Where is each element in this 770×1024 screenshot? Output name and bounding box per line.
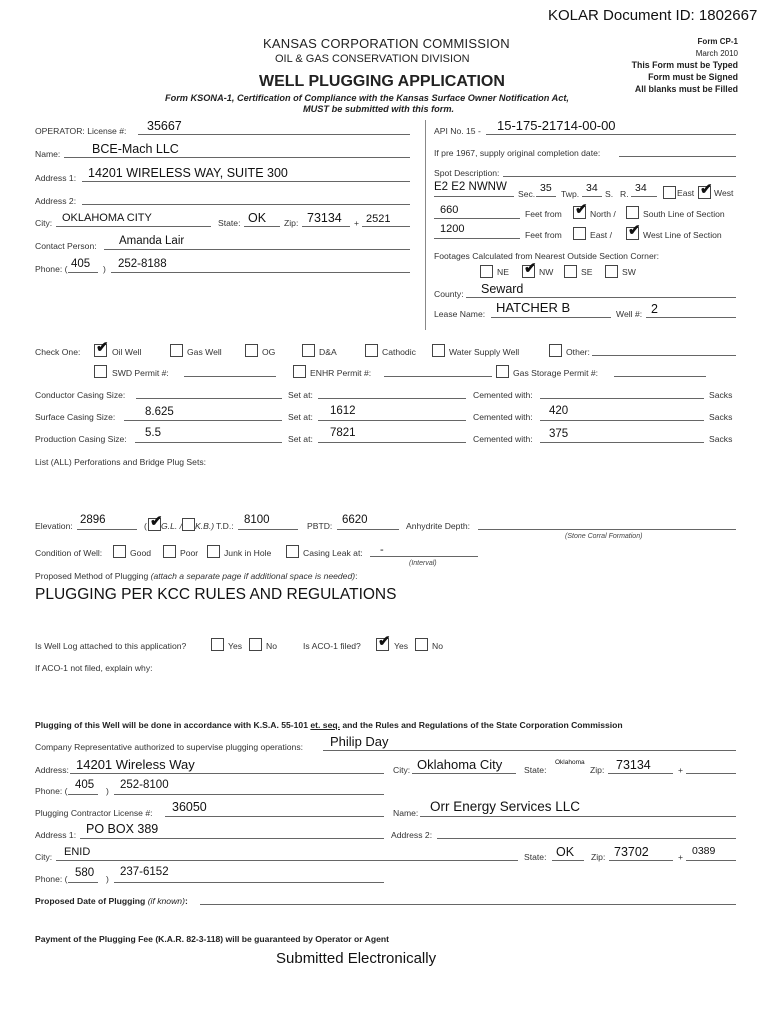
kb-label: K.B.) bbox=[195, 521, 215, 531]
blanks-note: All blanks must be Filled bbox=[634, 84, 738, 94]
form-subtitle-1: Form KSONA-1, Certification of Compliance with the Kansas Surface Owner Notification Act, bbox=[165, 93, 569, 103]
plugging-statement-part1: Plugging of this Well will be done in accordance with K.S.A. 55-101 bbox=[35, 720, 311, 730]
conductor-set-line bbox=[318, 398, 466, 399]
og-label: OG bbox=[262, 347, 276, 357]
division-name: OIL & GAS CONSERVATION DIVISION bbox=[275, 53, 470, 65]
spot-label: Spot Description: bbox=[434, 168, 500, 178]
cathodic-label: Cathodic bbox=[382, 347, 416, 357]
twp-label: Twp. bbox=[561, 189, 580, 199]
surface-set-label: Set at: bbox=[288, 412, 313, 422]
api-line bbox=[486, 134, 736, 135]
se-label: SE bbox=[581, 267, 593, 277]
name-line bbox=[64, 157, 410, 158]
surface-cement-value: 420 bbox=[549, 405, 569, 417]
payment-statement: Payment of the Plugging Fee (K.A.R. 82-3-118) will be guaranteed by Operator or Agent bbox=[35, 934, 389, 944]
ns-feet-line bbox=[434, 218, 520, 219]
zip4-line bbox=[362, 226, 410, 227]
contractor-name-value: Orr Energy Services LLC bbox=[430, 799, 581, 814]
condition-label: Condition of Well: bbox=[35, 548, 103, 558]
operator-license-line bbox=[138, 134, 410, 135]
conductor-label: Conductor Casing Size: bbox=[35, 390, 126, 400]
plugging-method-value: PLUGGING PER KCC RULES AND REGULATIONS bbox=[35, 586, 397, 603]
spot-value: E2 E2 NWNW bbox=[434, 181, 507, 193]
phone-area-line bbox=[68, 272, 98, 273]
contractor-license-line bbox=[165, 816, 384, 817]
surface-cement-label: Cemented with: bbox=[473, 412, 533, 422]
state-line bbox=[244, 226, 280, 227]
junk-checkbox[interactable] bbox=[207, 545, 220, 558]
east-checkbox[interactable] bbox=[663, 186, 676, 199]
contractor-city-label: City: bbox=[35, 852, 53, 862]
well-no-value: 2 bbox=[651, 302, 658, 316]
junk-label: Junk in Hole bbox=[224, 548, 272, 558]
water-supply-checkbox[interactable] bbox=[432, 344, 445, 357]
r-value: 34 bbox=[635, 182, 647, 194]
city-label: City: bbox=[35, 218, 53, 228]
leak-line bbox=[370, 556, 478, 557]
west-label: West bbox=[714, 188, 734, 198]
nw-check-icon: ✔ bbox=[524, 260, 537, 277]
elevation-value: 2896 bbox=[80, 514, 106, 526]
rep-phone-area-line bbox=[68, 794, 98, 795]
rep-city-label: City: bbox=[393, 765, 411, 775]
production-cement-value: 375 bbox=[549, 428, 569, 440]
elevation-line bbox=[77, 529, 137, 530]
north-check-icon: ✔ bbox=[575, 201, 588, 218]
leak-checkbox[interactable] bbox=[286, 545, 299, 558]
pbtd-line bbox=[337, 529, 399, 530]
attach-note: (attach a separate page if additional space is needed) bbox=[150, 571, 356, 581]
conductor-line bbox=[136, 398, 282, 399]
phone-line bbox=[111, 272, 410, 273]
rep-zip4-line bbox=[686, 773, 736, 774]
ne-label: NE bbox=[497, 267, 509, 277]
contractor-name-label: Name: bbox=[393, 808, 419, 818]
rep-zip-line bbox=[608, 773, 673, 774]
well-log-no-checkbox[interactable] bbox=[249, 638, 262, 651]
rep-state-value: Oklahoma bbox=[555, 759, 585, 766]
production-set-value: 7821 bbox=[330, 427, 356, 439]
east2-checkbox[interactable] bbox=[573, 227, 586, 240]
contractor-state-label: State: bbox=[524, 852, 547, 862]
pbtd-label: PBTD: bbox=[307, 521, 333, 531]
proposed-date-text: Proposed Date of Plugging bbox=[35, 896, 146, 906]
company-rep-label: Company Representative authorized to supervise plugging operations: bbox=[35, 742, 304, 752]
api-value: 15-175-21714-00-00 bbox=[497, 118, 616, 133]
gas-storage-permit-line bbox=[614, 376, 706, 377]
rep-state-label: State: bbox=[524, 765, 547, 775]
name-label: Name: bbox=[35, 149, 61, 159]
contractor-address1-label: Address 1: bbox=[35, 830, 77, 840]
other-label: Other: bbox=[566, 347, 590, 357]
proposed-date-label bbox=[35, 897, 188, 906]
lease-line bbox=[491, 317, 611, 318]
td-value: 8100 bbox=[244, 514, 270, 526]
anhydrite-line bbox=[478, 529, 736, 530]
r-line bbox=[631, 196, 657, 197]
da-checkbox[interactable] bbox=[302, 344, 315, 357]
leak-label: Casing Leak at: bbox=[303, 548, 363, 558]
phone-paren: ) bbox=[103, 264, 106, 274]
agency-name: KANSAS CORPORATION COMMISSION bbox=[263, 36, 510, 51]
rep-phone-line bbox=[114, 794, 384, 795]
pbtd-value: 6620 bbox=[342, 514, 368, 526]
elevation-paren: ( bbox=[144, 521, 147, 531]
rep-phone-value: 252-8100 bbox=[120, 779, 169, 791]
aco1-explain-label: If ACO-1 not filed, explain why: bbox=[35, 663, 153, 673]
production-sacks-label: Sacks bbox=[709, 434, 733, 444]
rep-address-label: Address: bbox=[35, 765, 69, 775]
enhr-label: ENHR Permit #: bbox=[310, 368, 372, 378]
oil-well-check-icon: ✔ bbox=[96, 339, 109, 356]
da-label: D&A bbox=[319, 347, 337, 357]
if-known-note: (if known) bbox=[147, 896, 185, 906]
se-checkbox[interactable] bbox=[564, 265, 577, 278]
api-label: API No. 15 - bbox=[434, 126, 481, 136]
east-label: East bbox=[677, 188, 695, 198]
south-line-label: South Line of Section bbox=[643, 209, 725, 219]
stone-corral-note: (Stone Corral Formation) bbox=[565, 533, 643, 540]
twp-line bbox=[582, 196, 602, 197]
typed-note: This Form must be Typed bbox=[631, 60, 738, 70]
swd-permit-line bbox=[184, 376, 276, 377]
address2-line bbox=[82, 204, 410, 205]
east2-label: East / bbox=[590, 230, 612, 240]
water-supply-label: Water Supply Well bbox=[449, 347, 520, 357]
proposed-date-colon: : bbox=[184, 896, 188, 906]
elevation-label: Elevation: bbox=[35, 521, 73, 531]
contact-label: Contact Person: bbox=[35, 241, 97, 251]
phone-label: Phone: ( bbox=[35, 264, 68, 274]
contractor-state-value: OK bbox=[556, 845, 575, 859]
rep-city-line bbox=[412, 773, 516, 774]
spot-line bbox=[503, 176, 736, 177]
well-no-label: Well #: bbox=[616, 309, 643, 319]
city-line bbox=[56, 226, 211, 227]
contractor-license-value: 36050 bbox=[172, 800, 207, 814]
column-divider bbox=[425, 120, 426, 330]
well-log-yes-label: Yes bbox=[228, 641, 243, 651]
rep-phone-area-value: 405 bbox=[75, 779, 95, 791]
gl-label: G.L. / bbox=[161, 521, 183, 531]
contractor-address2-label: Address 2: bbox=[391, 830, 433, 840]
rep-zip-label: Zip: bbox=[590, 765, 605, 775]
production-cement-line bbox=[540, 442, 704, 443]
conductor-cement-line bbox=[540, 398, 704, 399]
phone-value: 252-8188 bbox=[118, 258, 167, 270]
operator-license-value: 35667 bbox=[147, 119, 182, 133]
form-subtitle-2: MUST be submitted with this form. bbox=[303, 104, 455, 114]
aco1-yes-check-icon: ✔ bbox=[378, 633, 391, 650]
td-line bbox=[238, 529, 298, 530]
operator-license-label: OPERATOR: License #: bbox=[35, 126, 127, 136]
zip-line bbox=[302, 226, 350, 227]
surface-sacks-label: Sacks bbox=[709, 412, 733, 422]
contractor-phone-area-value: 580 bbox=[75, 867, 95, 879]
rep-address-value: 14201 Wireless Way bbox=[76, 757, 195, 772]
leak-dash-value: - bbox=[380, 544, 384, 556]
county-label: County: bbox=[434, 289, 464, 299]
contractor-phone-value: 237-6152 bbox=[120, 866, 169, 878]
swd-checkbox[interactable] bbox=[94, 365, 107, 378]
sec-label: Sec. bbox=[518, 189, 536, 199]
proposed-method-colon: : bbox=[355, 571, 358, 581]
address2-label: Address 2: bbox=[35, 196, 77, 206]
proposed-date-line bbox=[200, 904, 736, 905]
proposed-method-text: Proposed Method of Plugging bbox=[35, 571, 149, 581]
contractor-zip-plus: + bbox=[678, 852, 684, 862]
conductor-set-label: Set at: bbox=[288, 390, 313, 400]
city-value: OKLAHOMA CITY bbox=[62, 212, 152, 224]
well-log-no-label: No bbox=[266, 641, 277, 651]
aco1-label: Is ACO-1 filed? bbox=[303, 641, 361, 651]
poor-checkbox[interactable] bbox=[163, 545, 176, 558]
contractor-name-line bbox=[420, 816, 736, 817]
surface-set-line bbox=[318, 420, 466, 421]
surface-label: Surface Casing Size: bbox=[35, 412, 116, 422]
company-rep-value: Philip Day bbox=[330, 734, 389, 749]
phone-area-value: 405 bbox=[71, 258, 91, 270]
surface-line bbox=[124, 420, 282, 421]
spot-value-line bbox=[434, 196, 514, 197]
aco1-no-checkbox[interactable] bbox=[415, 638, 428, 651]
well-no-line bbox=[646, 317, 736, 318]
swd-label: SWD Permit #: bbox=[112, 368, 169, 378]
other-line bbox=[592, 355, 736, 356]
kb-checkbox[interactable] bbox=[182, 518, 195, 531]
west2-check-icon: ✔ bbox=[628, 222, 641, 239]
gas-storage-checkbox[interactable] bbox=[496, 365, 509, 378]
contact-value: Amanda Lair bbox=[119, 235, 185, 247]
state-label: State: bbox=[218, 218, 241, 228]
contractor-phone-area-line bbox=[68, 882, 98, 883]
footages-label: Footages Calculated from Nearest Outside Section Corner: bbox=[434, 251, 659, 261]
rep-address-line bbox=[70, 773, 384, 774]
twp-value: 34 bbox=[586, 182, 598, 194]
county-value: Seward bbox=[481, 282, 524, 296]
plugging-statement-etseq: et. seq. bbox=[310, 720, 340, 730]
ns-feet-value: 660 bbox=[440, 204, 459, 216]
lease-value: HATCHER B bbox=[496, 300, 571, 315]
ew-feet-value: 1200 bbox=[440, 223, 465, 235]
rep-phone-paren: ) bbox=[106, 786, 109, 796]
sec-line bbox=[536, 196, 556, 197]
well-log-label: Is Well Log attached to this application? bbox=[35, 641, 187, 651]
perforations-label: List (ALL) Perforations and Bridge Plug Sets: bbox=[35, 457, 207, 467]
form-title: WELL PLUGGING APPLICATION bbox=[259, 73, 505, 90]
address1-label: Address 1: bbox=[35, 173, 77, 183]
contractor-zip-line bbox=[609, 860, 673, 861]
surface-set-value: 1612 bbox=[330, 405, 356, 417]
gl-check-icon: ✔ bbox=[150, 513, 163, 530]
og-checkbox[interactable] bbox=[245, 344, 258, 357]
state-value: OK bbox=[248, 211, 267, 225]
rep-zip-plus: + bbox=[678, 765, 684, 775]
gas-well-checkbox[interactable] bbox=[170, 344, 183, 357]
ns-feet-from-label: Feet from bbox=[525, 209, 562, 219]
address1-line bbox=[82, 181, 410, 182]
conductor-cement-label: Cemented with: bbox=[473, 390, 533, 400]
contractor-city-line bbox=[56, 860, 518, 861]
surface-size-value: 8.625 bbox=[145, 406, 174, 418]
zip4-value: 2521 bbox=[366, 213, 391, 225]
county-line bbox=[466, 297, 736, 298]
signed-note: Form must be Signed bbox=[648, 72, 738, 82]
sw-label: SW bbox=[622, 267, 636, 277]
south-checkbox[interactable] bbox=[626, 206, 639, 219]
document-id: KOLAR Document ID: 1802667 bbox=[548, 7, 758, 24]
lease-label: Lease Name: bbox=[434, 309, 486, 319]
contractor-address1-value: PO BOX 389 bbox=[86, 822, 159, 836]
production-line bbox=[135, 442, 282, 443]
td-label: T.D.: bbox=[216, 521, 234, 531]
other-checkbox[interactable] bbox=[549, 344, 562, 357]
production-set-label: Set at: bbox=[288, 434, 313, 444]
production-cement-label: Cemented with: bbox=[473, 434, 533, 444]
contractor-state-line bbox=[552, 860, 584, 861]
form-number: Form CP-1 bbox=[697, 37, 738, 46]
contact-line bbox=[104, 249, 410, 250]
plugging-statement bbox=[35, 721, 623, 730]
interval-note: (Interval) bbox=[409, 560, 437, 567]
good-label: Good bbox=[130, 548, 152, 558]
good-checkbox[interactable] bbox=[113, 545, 126, 558]
enhr-checkbox[interactable] bbox=[293, 365, 306, 378]
production-set-line bbox=[318, 442, 466, 443]
surface-cement-line bbox=[540, 420, 704, 421]
ew-feet-line bbox=[434, 238, 520, 239]
nw-label: NW bbox=[539, 267, 554, 277]
poor-label: Poor bbox=[180, 548, 199, 558]
ew-feet-from-label: Feet from bbox=[525, 230, 562, 240]
contractor-zip-value: 73702 bbox=[614, 845, 649, 859]
ne-checkbox[interactable] bbox=[480, 265, 493, 278]
proposed-method-label bbox=[35, 572, 358, 581]
gas-well-label: Gas Well bbox=[187, 347, 222, 357]
aco1-yes-label: Yes bbox=[394, 641, 409, 651]
contractor-zip4-line bbox=[686, 860, 736, 861]
contractor-phone-line bbox=[114, 882, 384, 883]
contractor-address2-line bbox=[437, 838, 736, 839]
sec-value: 35 bbox=[540, 182, 552, 194]
form-date: March 2010 bbox=[695, 49, 738, 58]
contractor-zip4-value: 0389 bbox=[692, 845, 716, 857]
zip-plus: + bbox=[354, 218, 360, 228]
plugging-statement-part2: and the Rules and Regulations of the State Corporation Commission bbox=[340, 720, 623, 730]
contractor-address1-line bbox=[80, 838, 384, 839]
r-label: R. bbox=[620, 189, 629, 199]
enhr-permit-line bbox=[384, 376, 492, 377]
gas-storage-label: Gas Storage Permit #: bbox=[513, 368, 599, 378]
company-rep-line bbox=[323, 750, 736, 751]
contractor-phone-label: Phone: ( bbox=[35, 874, 68, 884]
contractor-phone-paren: ) bbox=[106, 874, 109, 884]
west-line-label: West Line of Section bbox=[643, 230, 722, 240]
oil-well-label: Oil Well bbox=[112, 347, 142, 357]
rep-zip-value: 73134 bbox=[616, 758, 651, 772]
s-label: S. bbox=[605, 189, 614, 199]
north-label: North / bbox=[590, 209, 616, 219]
rep-city-value: Oklahoma City bbox=[417, 757, 503, 772]
address1-value: 14201 WIRELESS WAY, SUITE 300 bbox=[88, 166, 288, 180]
well-log-yes-checkbox[interactable] bbox=[211, 638, 224, 651]
zip-value: 73134 bbox=[307, 211, 342, 225]
aco1-no-label: No bbox=[432, 641, 443, 651]
sw-checkbox[interactable] bbox=[605, 265, 618, 278]
zip-label: Zip: bbox=[284, 218, 299, 228]
cathodic-checkbox[interactable] bbox=[365, 344, 378, 357]
conductor-sacks-label: Sacks bbox=[709, 390, 733, 400]
west-check-icon: ✔ bbox=[700, 181, 713, 198]
contractor-city-value: ENID bbox=[64, 846, 91, 858]
rep-phone-label: Phone: ( bbox=[35, 786, 68, 796]
contractor-zip-label: Zip: bbox=[591, 852, 606, 862]
production-size-value: 5.5 bbox=[145, 427, 161, 439]
pre1967-line bbox=[619, 156, 736, 157]
anhydrite-label: Anhydrite Depth: bbox=[406, 521, 471, 531]
pre1967-label: If pre 1967, supply original completion date: bbox=[434, 148, 601, 158]
contractor-license-label: Plugging Contractor License #: bbox=[35, 808, 153, 818]
production-label: Production Casing Size: bbox=[35, 434, 127, 444]
submitted-electronically: Submitted Electronically bbox=[276, 950, 437, 967]
check-one-label: Check One: bbox=[35, 347, 81, 357]
name-value: BCE-Mach LLC bbox=[92, 142, 179, 156]
